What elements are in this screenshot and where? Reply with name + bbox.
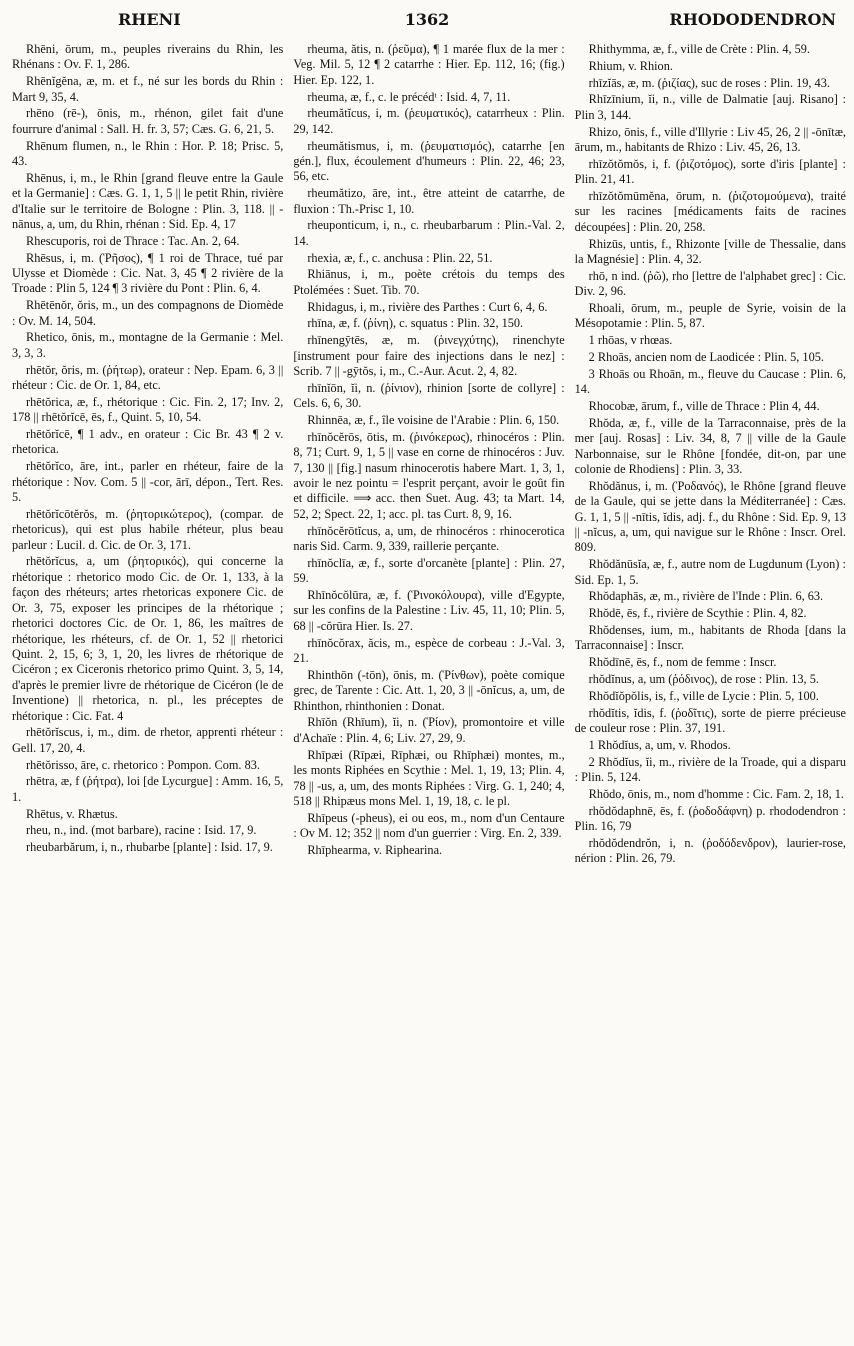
column-right (575, 42, 846, 1342)
dictionary-entry: Rhīphearma, v. Riphearina. (307, 842, 443, 857)
dictionary-entry: Rhēni, ōrum, m., peuples riverains du Rhin, les Rhénans : Ov. F. 1, 286. (12, 42, 284, 72)
dictionary-entry: Rhetico, ōnis, m., montagne de la Germanie : Mel. 3, 3, 3. (12, 330, 284, 360)
dictionary-entry: rheuma, æ, f., c. le précédᵗ : Isid. 4, 7, 11. (307, 89, 511, 104)
dictionary-entry: Rhidagus, i, m., rivière des Parthes : Curt 6, 4, 6. (307, 299, 548, 314)
page-number: 1362 (404, 10, 450, 29)
dictionary-entry: Rhŏdenses, ium, m., habitants de Rhoda [dans la Tarraconnaise] : Inscr. (574, 623, 846, 653)
dictionary-entry: rhŏdŏdaphnē, ēs, f. (ῥοδοδάφνη) p. rhododendron : Plin. 16, 79 (574, 803, 846, 834)
dictionary-entry: 1 Rhŏdĭus, a, um, v. Rhodos. (588, 737, 731, 752)
dictionary-entry: Rhŏdaphās, æ, m., rivière de l'Inde : Plin. 6, 63. (588, 589, 824, 604)
dictionary-entry: rhīnengȳtēs, æ, m. (ῥινεγχύτης), rinenchyte [instrument pour faire des injections dans le nez] : Scrib. 7 || -gȳtŏs, i, m., C.-Aur. Acut. 2, 4, 82. (293, 333, 565, 379)
dictionary-entry: Rhŏdē, ēs, f., rivière de Scythie : Plin. 4, 82. (588, 606, 807, 621)
running-head (0, 10, 854, 38)
dictionary-entry: Rhocobæ, ārum, f., ville de Thrace : Plin 4, 44. (588, 399, 820, 414)
dictionary-entry: Rhētēnŏr, ŏris, m., un des compagnons de Diomède : Ov. M. 14, 504. (12, 298, 284, 328)
dictionary-entry: rhŏdĭnus, a, um (ῥόδινος), de rose : Plin. 13, 5. (588, 672, 819, 687)
dictionary-entry: rhētŏrĭcōtĕrŏs, m. (ῥητορικώτερος), (compar. de rhetoricus), qui est plus habile rhéteur, plus beau parleur : Lucil. d. Cic. de Or. 3, 171. (12, 506, 284, 552)
columns (12, 42, 846, 1342)
dictionary-entry: 3 Rhoās ou Rhoān, m., fleuve du Caucase : Plin. 6, 14. (574, 366, 846, 397)
dictionary-entry: rhētŏrisso, āre, c. rhetorico : Pompon. Com. 83. (26, 757, 260, 772)
dictionary-entry: Rhinnēa, æ, f., île voisine de l'Arabie : Plin. 6, 150. (307, 413, 560, 428)
dictionary-entry: rhīnŏcŏrax, ăcis, m., espèce de corbeau : J.-Val. 3, 21. (293, 635, 565, 666)
dictionary-entry: rheuma, ătis, n. (ῥεῦμα), ¶ 1 marée flux de la mer : Veg. Mil. 5, 12 ¶ 2 catarrhe : Hier. Ep. 112, 16; (fig.) Hier. Ep. 122, 1. (293, 42, 565, 87)
dictionary-entry: Rhīnŏcŏlūra, æ, f. (Ῥινοκόλουρα), ville d'Egypte, sur les confins de la Palestine : Liv. 45, 11, 10; Plin. 5, 68 || -cŏrūra Hier. Is. 27. (293, 588, 565, 633)
dictionary-entry: rheumătismus, i, m. (ῥευματισμός), catarrhe [en gén.], flux, écoulement d'humeurs : Plin. 22, 46; 23, 56, etc. (293, 138, 565, 184)
header-last-word: RHODODENDRON (669, 10, 836, 29)
dictionary-entry: rhētŏrĭcē, ¶ 1 adv., en orateur : Cic Br. 43 ¶ 2 v. rhetorica. (12, 427, 284, 457)
dictionary-entry: Rhizo, ōnis, f., ville d'Illyrie : Liv 45, 26, 2 || -ōnītæ, ārum, m., habitants de Rhizo : Liv. 45, 26, 13. (574, 124, 846, 154)
dictionary-entry: rhētŏrĭco, āre, int., parler en rhéteur, faire de la rhétorique : Nov. Com. 5 || -cor, ārī, dépon., Tert. Res. 5. (12, 459, 284, 505)
dictionary-entry: rhētŏr, ŏris, m. (ῥήτωρ), orateur : Nep. Epam. 6, 3 || rhéteur : Cic. de Or. 1, 84, etc. (12, 362, 284, 393)
dictionary-entry: Rhēnum flumen, n., le Rhin : Hor. P. 18; Prisc. 5, 43. (12, 138, 284, 169)
dictionary-entry: 1 rhōas, v rhœas. (588, 333, 673, 348)
dictionary-entry: Rhŏdănus, i, m. (Ῥοδανός), le Rhône [grand fleuve de la Gaule, qui se jette dans la Méditerranée] : Cæs. G. 1, 1, 5 || -nītis, ĭdis, adj. f., du Rhône : Sid. Ep. 9, 13 || -nĭcus, a, um, qui navigue sur le Rhône : Inscr. Orel. 809. (574, 478, 846, 555)
dictionary-entry: Rhŏda, æ, f., ville de la Tarraconnaise, près de la mer [auj. Rosas] : Liv. 34, 8, 7 || ville de la Gaule Narbonnaise, sur le Rhône [fondée, dit-on, par une colonie de Rhodiens] : Plin. 3, 33. (574, 415, 846, 477)
dictionary-entry: rheumătĭcus, i, m. (ῥευματικός), catarrheux : Plin. 29, 142. (293, 106, 565, 136)
column-left (12, 42, 283, 1342)
dictionary-entry: rhētŏrica, æ, f., rhétorique : Cic. Fin. 2, 17; Inv. 2, 178 || rhētŏrĭcē, ēs, f., Quint. 5, 10, 54. (12, 394, 284, 425)
dictionary-entry: rhŏdŏdendrŏn, i, n. (ῥοδόδενδρον), laurier-rose, nérion : Plin. 26, 79. (574, 835, 846, 866)
dictionary-entry: rheu, n., ind. (mot barbare), racine : Isid. 17, 9. (26, 823, 257, 838)
dictionary-entry: Rhēnĭgĕna, æ, m. et f., né sur les bords du Rhin : Mart 9, 35, 4. (12, 74, 284, 104)
dictionary-entry: Rhium, v. Rhion. (588, 58, 673, 73)
dictionary-entry: Rhiānus, i, m., poète crétois du temps des Ptolémées : Suet. Tib. 70. (293, 267, 565, 297)
dictionary-entry: rhīnŏcĕrōs, ōtis, m. (ῥινόκερως), rhinocéros : Plin. 8, 71; Curt. 9, 1, 5 || vase en corne de rhinocéros : Juv. 7, 130 || [fig.] nasum rhinocerotis habere Mart. 1, 3, 1, avoir le nez pointu = l'esprit perçant, avoir le goût fin et difficile. ⟹ acc. then Suet. Aug. 43; ta Mart. 14, 52, 2; Spect. 22, 1; acc. pl. tas Curt. 8, 9, 16. (293, 429, 565, 521)
dictionary-entry: rhŏdĭtis, ĭdis, f. (ῥοδῖτις), sorte de pierre précieuse de couleur rose : Plin. 37, 191. (574, 705, 846, 736)
dictionary-entry: rhīzŏtŏmŏs, i, f. (ῥιζοτόμος), sorte d'iris [plante] : Plin. 21, 41. (574, 156, 846, 187)
dictionary-entry: rhētra, æ, f (ῥήτρα), loi [de Lycurgue] : Amm. 16, 5, 1. (12, 774, 284, 804)
dictionary-entry: rhētŏrĭcus, a, um (ῥητορικός), qui concerne la rhétorique : rhetorico modo Cic. de Or. 1, 133, à la façon des rhéteurs; artes rhetoricas exponere Cic. de Or. 3, 75, exposer les principes de la rhétorique ; rhetorici doctores Cic. de Or. 1, 86, les maîtres de rhétorique, les rhéteurs, cf. de Or. 1, 52 || rhetorici Quint. 2, 15, 6; 3, 1, 20, les livres de rhétorique de Cicéron ; ex Ciceronis rhetorico primo Quint. 3, 5, 14, d'après le premier livre de rhétorique de Cicéron (le de Inventione) || rhetorica, n. pl., les préceptes de rhétorique : Cic. Fat. 4 (12, 554, 284, 723)
column-middle (293, 42, 564, 1342)
dictionary-entry: Rhēsus, i, m. (Ῥῆσος), ¶ 1 roi de Thrace, tué par Ulysse et Diomède : Cic. Nat. 3, 45 ¶ 2 rivière de la Troade : Plin 5, 124 ¶ 3 rivière du Pont : Plin. 6, 4. (12, 250, 284, 296)
dictionary-entry: rhīnŏclīa, æ, f., sorte d'orcanète [plante] : Plin. 27, 59. (293, 555, 565, 586)
dictionary-entry: Rhīŏn (Rhīum), ĭi, n. (Ῥίον), promontoire et ville d'Achaïe : Plin. 4, 6; Liv. 27, 29, 9. (293, 715, 565, 745)
dictionary-entry: Rhinthōn (-tōn), ōnis, m. (Ῥίνθων), poète comique grec, de Tarente : Cic. Att. 1, 20, 3 || -ōnĭcus, a, um, de Rhinthon, rhinthonien : Donat. (293, 667, 565, 713)
dictionary-entry: Rhoali, ōrum, m., peuple de Syrie, voisin de la Mésopotamie : Plin. 5, 87. (574, 301, 846, 331)
dictionary-entry: rheumătizo, āre, int., être atteint de catarrhe, de fluxion : Th.-Prisc 1, 10. (293, 186, 565, 216)
dictionary-entry: rhō, n ind. (ῥῶ), rho [lettre de l'alphabet grec] : Cic. Div. 2, 96. (574, 268, 846, 299)
dictionary-entry: Rhŏdănūsĭa, æ, f., autre nom de Lugdunum (Lyon) : Sid. Ep. 1, 5. (574, 557, 846, 587)
dictionary-entry: Rhīpæi (Rīpæi, Rīphæi, ou Rhīphæi) montes, m., les monts Riphées en Scythie : Mel. 1, 19, 13; Plin. 4, 78 || -us, a, um, des monts Riphées : Virg. G. 1, 240; 4, 518 || Rhipæus mons Mel. 1, 19, 18, c. le pl. (293, 747, 565, 808)
dictionary-entry: rhexia, æ, f., c. anchusa : Plin. 22, 51. (307, 250, 493, 265)
dictionary-entry: Rhescuporis, roi de Thrace : Tac. An. 2, 64. (26, 233, 240, 248)
dictionary-entry: rheubarbărum, i, n., rhubarbe [plante] : Isid. 17, 9. (26, 840, 273, 855)
dictionary-entry: Rhŏdĭŏpŏlis, is, f., ville de Lycie : Plin. 5, 100. (588, 688, 819, 703)
dictionary-entry: rhīna, æ, f. (ῥίνη), c. squatus : Plin. 32, 150. (307, 316, 524, 331)
dictionary-entry: Rhīpeus (-pheus), ei ou eos, m., nom d'un Centaure : Ov M. 12; 352 || nom d'un guerrier : Virg. En. 2, 339. (293, 810, 565, 841)
dictionary-entry: 2 Rhoās, ancien nom de Laodicée : Plin. 5, 105. (588, 350, 824, 365)
dictionary-entry: rhīzĭās, æ, m. (ῥιζίας), suc de roses : Plin. 19, 43. (588, 75, 830, 90)
dictionary-entry: rheuponticum, i, n., c. rheubarbarum : Plin.-Val. 2, 14. (293, 218, 565, 248)
dictionary-entry: rhīzŏtŏmūmĕna, ōrum, n. (ῥιζοτομούμενα), traité sur les racines [médicaments faits de racines découpées] : Plin. 20, 258. (574, 189, 846, 234)
dictionary-entry: Rhīzīnium, ĭi, n., ville de Dalmatie [auj. Risano] : Plin 3, 144. (574, 92, 846, 122)
dictionary-entry: rhēno (rē-), ōnis, m., rhénon, gilet fait d'une fourrure d'animal : Sall. H. fr. 3, 57; Cæs. G. 6, 21, 5. (12, 106, 284, 136)
dictionary-entry: Rhŏdīnē, ēs, f., nom de femme : Inscr. (588, 655, 777, 670)
dictionary-entry: Rhŏdo, ōnis, m., nom d'homme : Cic. Fam. 2, 18, 1. (588, 786, 844, 801)
dictionary-entry: rhīnŏcĕrōtĭcus, a, um, de rhinocéros : rhinocerotica naris Sid. Carm. 9, 339, raillerie perçante. (293, 523, 565, 554)
dictionary-entry: Rhētus, v. Rhætus. (26, 806, 118, 821)
header-first-word: RHENI (118, 10, 181, 29)
dictionary-entry: Rhizūs, untis, f., Rhizonte [ville de Thessalie, dans la Magnésie] : Plin. 4, 32. (574, 236, 846, 267)
dictionary-entry: 2 Rhŏdĭus, ĭi, m., rivière de la Troade, qui a disparu : Plin. 5, 124. (574, 754, 846, 785)
dictionary-entry: Rhithymma, æ, f., ville de Crète : Plin. 4, 59. (588, 42, 810, 56)
dictionary-entry: Rhēnus, i, m., le Rhin [grand fleuve entre la Gaule et la Germanie] : Cæs. G. 1, 1, 5 || le petit Rhin, rivière d'Italie sur le territoire de Bologne : Plin. 3, 118. || -nānus, a, um, du Rhin, rhénan : Sid. Ep. 4, 17 (12, 170, 284, 232)
dictionary-entry: rhētŏrĭscus, i, m., dim. de rhetor, apprenti rhéteur : Gell. 17, 20, 4. (12, 725, 284, 755)
dictionary-entry: rhīnĭōn, ĭi, n. (ῥίνιον), rhinion [sorte de collyre] : Cels. 6, 6, 30. (293, 380, 565, 411)
